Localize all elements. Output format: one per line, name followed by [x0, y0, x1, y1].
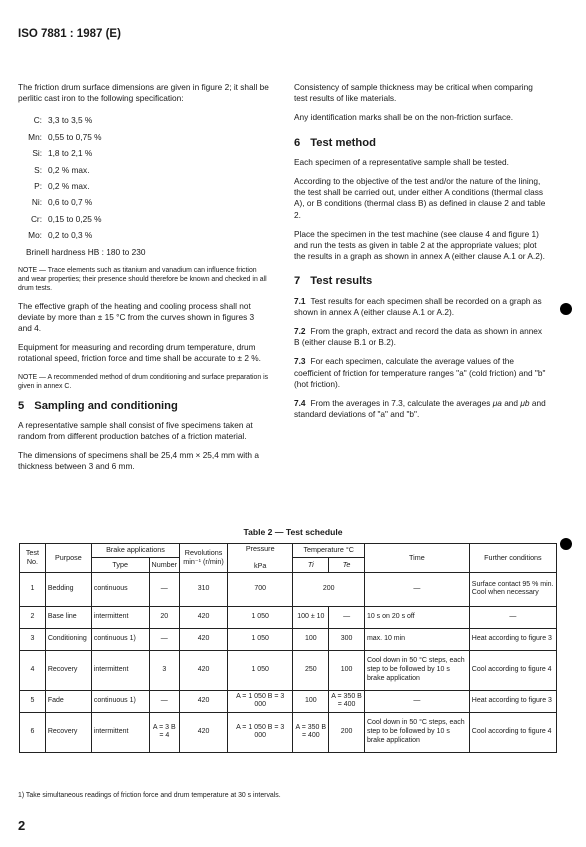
table-row: 4 Recovery intermittent 3 420 1 050 250 100 Cool down in 50 °C steps, each step to be followed by 10 s brake application Cool according to figure 4: [20, 650, 557, 690]
place-specimen-paragraph: Place the specimen in the test machine (see clause 4 and figure 1) and run the tests as given in table 2 at the appropriate values; plot the results in a graph as shown in annex A (either clause A.1 or A.2).: [294, 228, 545, 262]
composition-list: [18, 112, 270, 259]
header-revolutions: Revolutions min⁻¹ (r/min): [180, 544, 228, 573]
header-brake: Brake applications: [91, 544, 179, 558]
clause-7-1: 7.1 Test results for each specimen shall be recorded on a graph as shown in annex A (either clause A.1 or A.2).: [294, 295, 542, 317]
left-column: [18, 82, 270, 481]
table-row: 5 Fade continuous 1) — 420 A = 1 050 B = 3 000 100 A = 350 B = 400 — Heat according to figure 3: [20, 690, 557, 712]
table-footnote: 1) Take simultaneous readings of friction force and drum temperature at 30 s intervals.: [18, 792, 281, 799]
spec-row: Cr: 0,15 to 0,25 %: [30, 213, 102, 224]
header-purpose: Purpose: [45, 544, 91, 573]
dimensions-paragraph: The dimensions of specimens shall be 25,4 mm × 25,4 mm with a thickness between 3 and 6 mm.: [18, 450, 259, 472]
header-time: Time: [364, 544, 469, 573]
spec-row: Mo: 0,2 to 0,3 %: [28, 230, 93, 241]
identification-paragraph: Any identification marks shall be on the non-friction surface.: [294, 112, 514, 123]
thickness-paragraph: Consistency of sample thickness may be critical when comparing test results of like materials.: [294, 82, 533, 104]
section-6-heading: 6 Test method: [294, 136, 376, 149]
section-5-heading: 5 Sampling and conditioning: [18, 399, 178, 412]
table-row: 3 Conditioning continuous 1) — 420 1 050 100 300 max. 10 min Heat according to figure 3: [20, 628, 557, 650]
header-pressure: Pressure kPa: [227, 544, 292, 573]
spec-row: Ni: 0,6 to 0,7 %: [31, 197, 93, 208]
test-conditions-paragraph: According to the objective of the test and/or the nature of the lining, the test shall be carried out, under either A conditions (thermal class A), or B conditions (thermal class B) as defined in clause 2 and table 2.: [294, 176, 546, 220]
header-te: Te: [329, 558, 365, 572]
spec-row: Mn: 0,55 to 0,75 %: [28, 131, 102, 142]
brinell-hardness: Brinell hardness HB : 180 to 230: [26, 246, 146, 257]
graph-deviation-paragraph: The effective graph of the heating and cooling process shall not deviate by more than ± 15 °C from the curves shown in figures 3 and 4.: [18, 300, 255, 334]
header-number: Number: [149, 558, 180, 572]
note-trace-elements: NOTE — Trace elements such as titanium and vanadium can influence friction and wear properties; their presence should therefore be known and checked in all drum tests.: [18, 266, 267, 292]
section-7-heading: 7 Test results: [294, 275, 373, 288]
note-conditioning: NOTE — A recommended method of drum conditioning and surface preparation is given in annex C.: [18, 373, 269, 390]
intro-paragraph: The friction drum surface dimensions are given in figure 2; it shall be perlitic cast iron to the following specification:: [18, 82, 269, 104]
clause-7-3: 7.3 For each specimen, calculate the average values of the coefficient of friction for temperature ranges "a" (cold friction) and "b" (hot friction).: [294, 356, 546, 389]
clause-7-4: 7.4 From the averages in 7.3, calculate the averages μa and μb and standard deviations of "a" and "b".: [294, 398, 546, 420]
header-type: Type: [91, 558, 149, 572]
header-temperature: Temperature °C: [293, 544, 365, 558]
header-ti: Ti: [293, 558, 329, 572]
page-header: ISO 7881 : 1987 (E): [18, 28, 121, 40]
spec-row: C: 3,3 to 3,5 %: [33, 115, 93, 126]
clause-7-2: 7.2 From the graph, extract and record the data as shown in annex B (either clause B.1 or B.2).: [294, 326, 543, 348]
test-each-paragraph: Each specimen of a representative sample shall be tested.: [294, 156, 509, 167]
spec-row: S: 0,2 % max.: [34, 164, 90, 175]
table-row: 6 Recovery intermittent A = 3 B = 4 420 A = 1 050 B = 3 000 A = 350 B = 400 200 Cool down in 50 °C steps, each step to be followed by 10 s brake application Cool according to figure 4: [20, 712, 557, 752]
sampling-paragraph: A representative sample shall consist of five specimens taken at random from different production batches of a friction material.: [18, 419, 253, 442]
test-schedule-table: [19, 543, 557, 753]
spec-row: P: 0,2 % max.: [34, 181, 90, 192]
header-test-no: Test No.: [20, 544, 46, 573]
margin-bullet-icon: [560, 538, 572, 550]
page-number: 2: [18, 818, 26, 833]
table-caption: Table 2 — Test schedule: [243, 527, 343, 537]
spec-row: Si: 1,8 to 2,1 %: [32, 148, 93, 159]
margin-bullet-icon: [560, 303, 572, 315]
right-column: [294, 82, 546, 428]
table-row: 1 Bedding continuous — 310 700 200 — Surface contact 95 % min. Cool when necessary: [20, 572, 557, 606]
equipment-paragraph: Equipment for measuring and recording drum temperature, drum rotational speed, friction force and time shall be accurate to ± 2 %.: [18, 342, 261, 364]
header-further: Further conditions: [469, 544, 556, 573]
table-row: 2 Base line intermittent 20 420 1 050 100 ± 10 — 10 s on 20 s off —: [20, 606, 557, 628]
